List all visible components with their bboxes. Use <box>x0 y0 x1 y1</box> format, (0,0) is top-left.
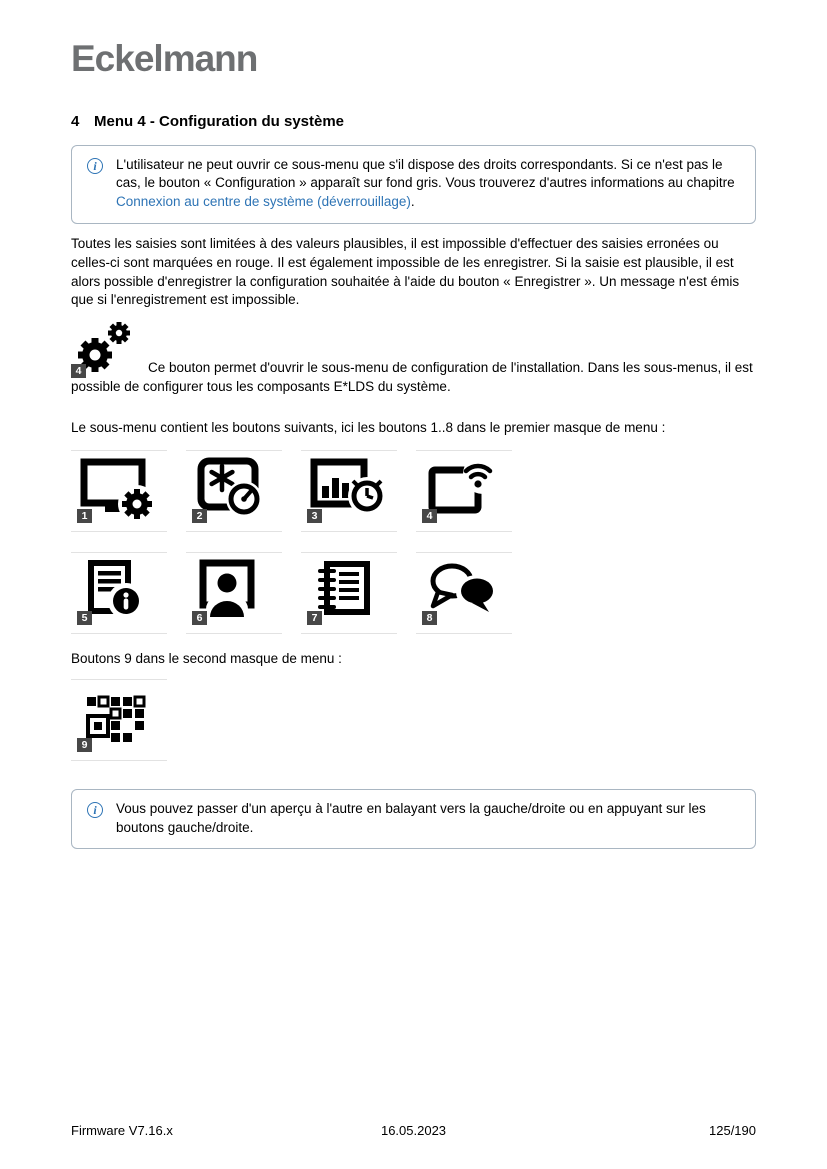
icon-number-badge: 5 <box>77 611 92 625</box>
paragraph-submenu-intro: Le sous-menu contient les boutons suivants, ici les boutons 1..8 dans le premier masque de menu : <box>71 420 666 436</box>
menu-button-tile-1 <box>71 450 167 532</box>
info-note-permissions <box>71 145 756 224</box>
info-icon <box>87 802 103 818</box>
menu-button-tile-4 <box>416 450 512 532</box>
footer-firmware-version: Firmware V7.16.x <box>71 1123 173 1138</box>
paragraph-plausibility: Toutes les saisies sont limitées à des valeurs plausibles, il est impossible d'effectuer des saisies erronées ou celles-ci sont marquées en rouge. Il est également impossible de les enregistrer. Si la saisie est plausible, il est alors possible d'enregistrer la configuration souhaitée à l'aide du bouton « Enregistrer ». Un message n'est émis que si l'enregistrement est impossible. <box>71 235 740 308</box>
menu-button-tile-8 <box>416 552 512 634</box>
info-note-swipe <box>71 789 756 849</box>
config-button-text: Ce bouton permet d'ouvrir le sous-menu de configuration de l'installation. Dans les sous-menus, il est possible de configurer tous les composants E*LDS du système. <box>71 360 753 395</box>
company-logo: Eckelmann <box>71 38 258 79</box>
footer-page-number: 125/190 <box>709 1123 756 1138</box>
icon-number-badge: 7 <box>307 611 322 625</box>
info-icon <box>87 158 103 174</box>
icon-number-badge: 2 <box>192 509 207 523</box>
icon-number-badge: 3 <box>307 509 322 523</box>
paragraph-config-button <box>71 320 756 397</box>
footer-date: 16.05.2023 <box>380 1123 447 1138</box>
page-footer <box>71 1123 756 1139</box>
menu-button-tile-2 <box>186 450 282 532</box>
note-text-after-link: . <box>410 194 415 210</box>
menu-button-tile-3 <box>301 450 397 532</box>
menu-button-tile-5 <box>71 552 167 634</box>
menu-button-tile-6 <box>186 552 282 634</box>
menu-button-tile-9 <box>71 679 167 761</box>
qr-grid-icon <box>83 693 155 747</box>
icon-number-badge: 6 <box>192 611 207 625</box>
icon-number-badge: 1 <box>77 509 92 523</box>
note-permissions-text <box>116 156 741 212</box>
chapter-link[interactable]: Connexion au centre de système (déverrouillage) <box>116 194 411 210</box>
menu-button-tile-7 <box>301 552 397 634</box>
section-title: Menu 4 - Configuration du système <box>94 112 345 130</box>
note-text-before-link: L'utilisateur ne peut ouvrir ce sous-menu que s'il dispose des droits correspondants. Si ce n'est pas le cas, le bouton « Configuration » apparaît sur fond gris. Vous trouverez d'autres informations au chapitre <box>116 156 735 191</box>
info-icon-glyph: i <box>93 158 97 173</box>
section-number: 4 <box>71 112 80 130</box>
icon-number-badge: 9 <box>77 738 92 752</box>
icon-number-badge: 8 <box>422 611 437 625</box>
icon-number-badge: 4 <box>71 364 86 378</box>
menu-icon-grid <box>71 450 756 634</box>
section-heading <box>71 113 756 130</box>
info-icon-glyph: i <box>93 802 97 817</box>
note-swipe-text: Vous pouvez passer d'un aperçu à l'autre en balayant vers la gauche/droite ou en appuyant sur les boutons gauche/droite. <box>116 800 706 835</box>
paragraph-second-mask: Boutons 9 dans le second masque de menu : <box>71 651 342 667</box>
gears-icon <box>71 320 141 378</box>
icon-number-badge: 4 <box>422 509 437 523</box>
